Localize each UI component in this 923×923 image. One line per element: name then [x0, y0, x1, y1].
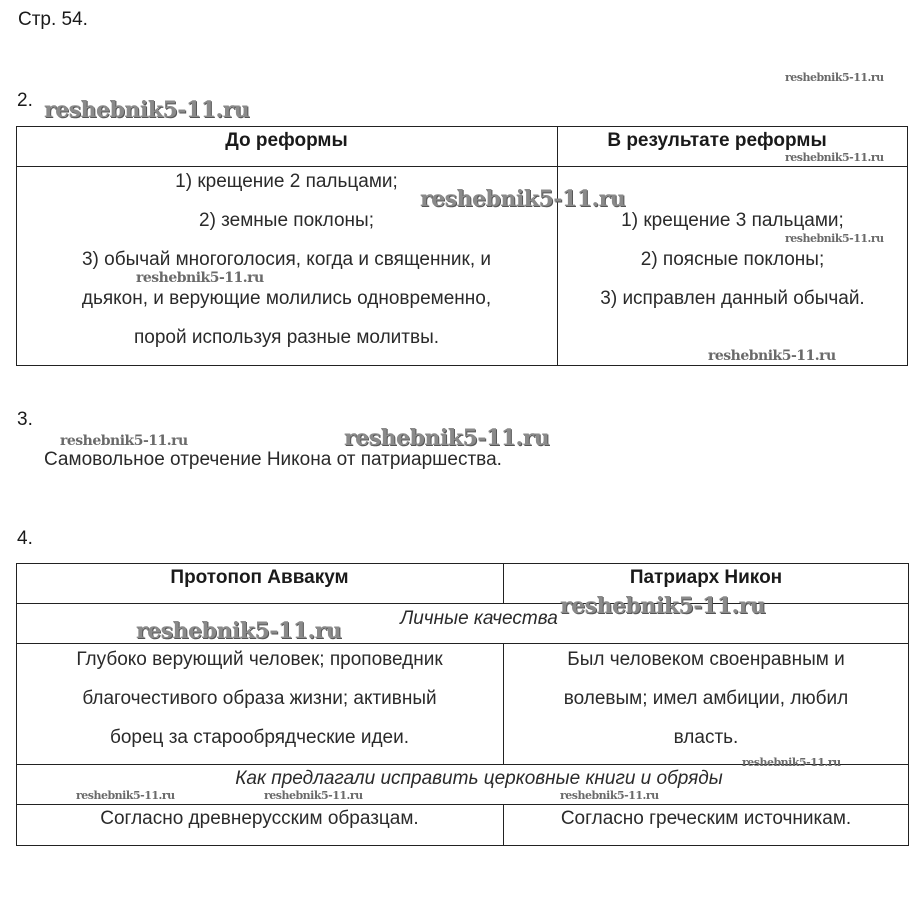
- watermark: reshebnik5-11.ru: [136, 618, 342, 644]
- watermark: reshebnik5-11.ru: [44, 97, 250, 123]
- after-item-1: 1) крещение 3 пальцами;: [621, 210, 844, 231]
- avvakum-qualities-line-1: Глубоко верующий человек; проповедник: [76, 649, 443, 670]
- avvakum-qualities-line-3: борец за старообрядческие идеи.: [109, 727, 410, 748]
- watermark: reshebnik5-11.ru: [76, 789, 175, 802]
- task-4-number: 4.: [17, 528, 33, 549]
- avvakum-qualities-cell: [16, 640, 503, 757]
- before-item-3-line-3: порой используя разные молитвы.: [133, 327, 440, 348]
- after-reform-cell: [557, 201, 908, 318]
- watermark: reshebnik5-11.ru: [560, 789, 659, 802]
- avvakum-qualities-line-2: благочестивого образа жизни; активный: [82, 688, 437, 709]
- nikon-qualities-line-1: Был человеком своенравным и: [567, 649, 845, 670]
- watermark: reshebnik5-11.ru: [344, 425, 550, 451]
- task-3-number: 3.: [17, 409, 33, 430]
- watermark: reshebnik5-11.ru: [708, 348, 836, 364]
- section-personal-qualities: Личные качества: [400, 608, 558, 629]
- section-fix-method: Как предлагали исправить церковные книги и обряды: [235, 768, 723, 789]
- header-nikon: Патриарх Никон: [629, 567, 783, 588]
- nikon-fix-cell: Согласно греческим источникам.: [560, 808, 852, 829]
- comparison-row-divider-4: [16, 804, 909, 805]
- watermark: reshebnik5-11.ru: [785, 232, 884, 245]
- after-item-3: 3) исправлен данный обычай.: [600, 288, 865, 309]
- before-item-2: 2) земные поклоны;: [199, 210, 374, 231]
- watermark: reshebnik5-11.ru: [785, 151, 884, 164]
- page-label: Стр. 54.: [18, 9, 88, 30]
- task-2-number: 2.: [17, 90, 33, 111]
- header-avvakum: Протопоп Аввакум: [170, 567, 349, 588]
- nikon-qualities-cell: [503, 640, 909, 757]
- nikon-qualities-line-3: власть.: [673, 727, 739, 748]
- watermark: reshebnik5-11.ru: [264, 789, 363, 802]
- after-item-2: 2) поясные поклоны;: [640, 249, 825, 270]
- before-item-3-line-1: 3) обычай многоголосия, когда и священник, и: [81, 249, 492, 270]
- before-item-3-line-2: дьякон, и верующие молились одновременно,: [81, 288, 492, 309]
- watermark: reshebnik5-11.ru: [785, 71, 884, 84]
- watermark: reshebnik5-11.ru: [742, 756, 841, 769]
- watermark: reshebnik5-11.ru: [420, 186, 626, 212]
- task-3-answer: Самовольное отречение Никона от патриаршества.: [44, 449, 502, 470]
- nikon-qualities-line-2: волевым; имел амбиции, любил: [563, 688, 849, 709]
- watermark: reshebnik5-11.ru: [560, 593, 766, 619]
- comparison-row-divider-1: [16, 603, 909, 604]
- header-after-reform: В результате реформы: [607, 130, 827, 151]
- watermark: reshebnik5-11.ru: [136, 270, 264, 286]
- before-item-1: 1) крещение 2 пальцами;: [175, 171, 398, 192]
- header-before-reform: До реформы: [225, 130, 348, 151]
- avvakum-fix-cell: Согласно древнерусским образцам.: [100, 808, 419, 829]
- watermark: reshebnik5-11.ru: [60, 433, 188, 449]
